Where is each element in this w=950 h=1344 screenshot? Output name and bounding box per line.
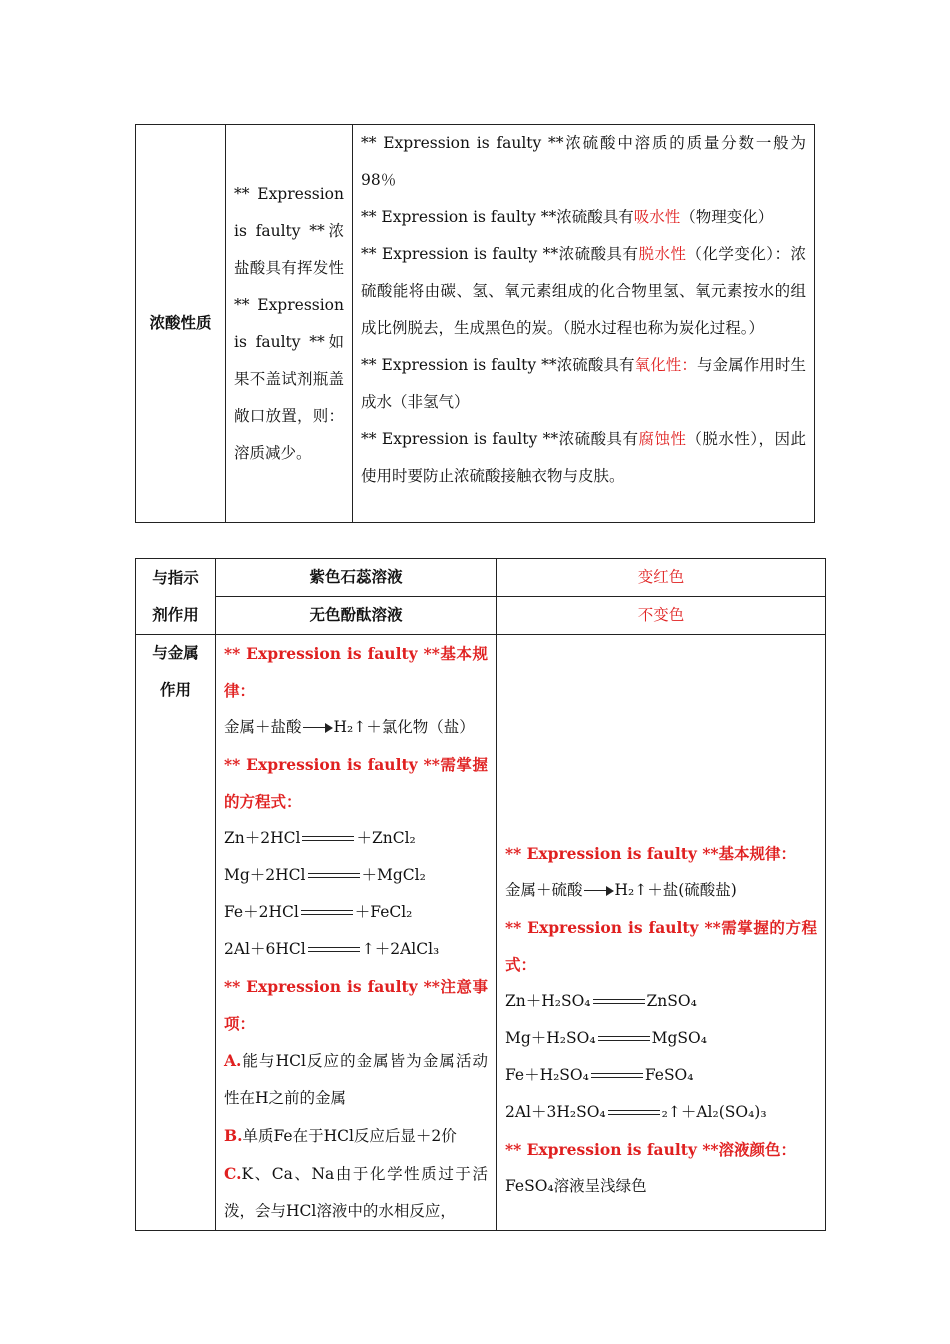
hcl-equation: 2Al＋6HCl ↑＋2AlCl₃ (224, 940, 440, 958)
hcl-note: A.能与HCl反应的金属皆为金属活动性在H之前的金属 (224, 1051, 488, 1107)
h2so4-item: ** Expression is faulty **浓硫酸具有吸水性（物理变化） (361, 208, 774, 226)
phenolphthalein-result: 不变色 (497, 597, 826, 635)
hcl-note: C.K、Ca、Na由于化学性质过于活泼，会与HCl溶液中的水相反应， (224, 1164, 488, 1220)
equals-sign-icon (591, 1071, 643, 1081)
litmus-result: 变红色 (497, 559, 826, 597)
h2so4-equation: 2Al＋3H₂SO₄ ₂↑＋Al₂(SO₄)₃ (505, 1103, 767, 1121)
solution-color-text: FeSO₄溶液呈浅绿色 (505, 1177, 647, 1195)
h2so4-equation-title: ** Expression is faulty **需掌握的方程式： (505, 918, 817, 974)
row-label-metal: 与金属作用 (136, 635, 216, 1231)
h2so4-rule-title: ** Expression is faulty **基本规律： (505, 844, 797, 863)
equals-sign-icon (598, 1034, 650, 1044)
hcl-equation: Fe＋2HCl ＋FeCl₂ (224, 903, 413, 921)
h2so4-item: ** Expression is faulty **浓硫酸中溶质的质量分数一般为98％ (361, 134, 806, 189)
hcl-note: B.单质Fe在于HCl反应后显＋2价 (224, 1126, 457, 1145)
h2so4-equation: Mg＋H₂SO₄ MgSO₄ (505, 1029, 707, 1047)
row-label-indicator: 与指示剂作用 (136, 559, 216, 635)
h2so4-equation: Zn＋H₂SO₄ ZnSO₄ (505, 992, 697, 1010)
equals-sign-icon (593, 997, 645, 1007)
equals-sign-icon (308, 945, 360, 955)
hcl-equation-title: ** Expression is faulty **需掌握的方程式： (224, 755, 488, 811)
h2so4-rule: 金属＋硫酸 H₂↑＋盐(硫酸盐) (505, 881, 737, 899)
arrow-icon (303, 723, 333, 733)
hcl-rule-title: ** Expression is faulty **基本规律： (224, 644, 488, 700)
phenolphthalein-label: 无色酚酞溶液 (216, 597, 497, 635)
equals-sign-icon (302, 834, 354, 844)
h2so4-metal-cell (497, 635, 826, 1231)
h2so4-item: ** Expression is faulty **浓硫酸具有脱水性（化学变化）：浓硫酸能将由碳、氢、氧元素组成的化合物里氢、氧元素按水的组成比例脱去，生成黑色的炭。（脱水过程也称为炭化过程。） (361, 245, 806, 337)
arrow-icon (584, 886, 614, 896)
solution-color-title: ** Expression is faulty **溶液颜色： (505, 1140, 797, 1159)
h2so4-item: ** Expression is faulty **浓硫酸具有腐蚀性（脱水性），因此使用时要防止浓硫酸接触衣物与皮肤。 (361, 430, 806, 485)
hcl-property-text: ** Expression is faulty **浓盐酸具有挥发性 ** Expression is faulty **如果不盖试剂瓶盖敞口放置，则：溶质减少。 (234, 184, 344, 462)
hcl-metal-cell (216, 635, 497, 1231)
equals-sign-icon (608, 1108, 660, 1118)
h2so4-equation: Fe＋H₂SO₄ FeSO₄ (505, 1066, 694, 1084)
hcl-rule: 金属＋盐酸 H₂↑＋氯化物（盐） (224, 718, 475, 736)
hcl-note-title: ** Expression is faulty **注意事项： (224, 977, 488, 1033)
equals-sign-icon (301, 908, 353, 918)
hcl-equation: Zn＋2HCl ＋ZnCl₂ (224, 829, 416, 847)
h2so4-item: ** Expression is faulty **浓硫酸具有氧化性：与金属作用时生成水（非氢气） (361, 356, 806, 411)
litmus-label: 紫色石蕊溶液 (216, 559, 497, 597)
hcl-property-cell (226, 125, 353, 523)
hcl-equation: Mg＋2HCl ＋MgCl₂ (224, 866, 426, 884)
concentrated-acid-table (135, 124, 815, 523)
row-label-concentrated-acid: 浓酸性质 (136, 125, 226, 523)
h2so4-property-cell (353, 125, 815, 523)
acid-reactions-table (135, 558, 826, 1231)
equals-sign-icon (308, 871, 360, 881)
